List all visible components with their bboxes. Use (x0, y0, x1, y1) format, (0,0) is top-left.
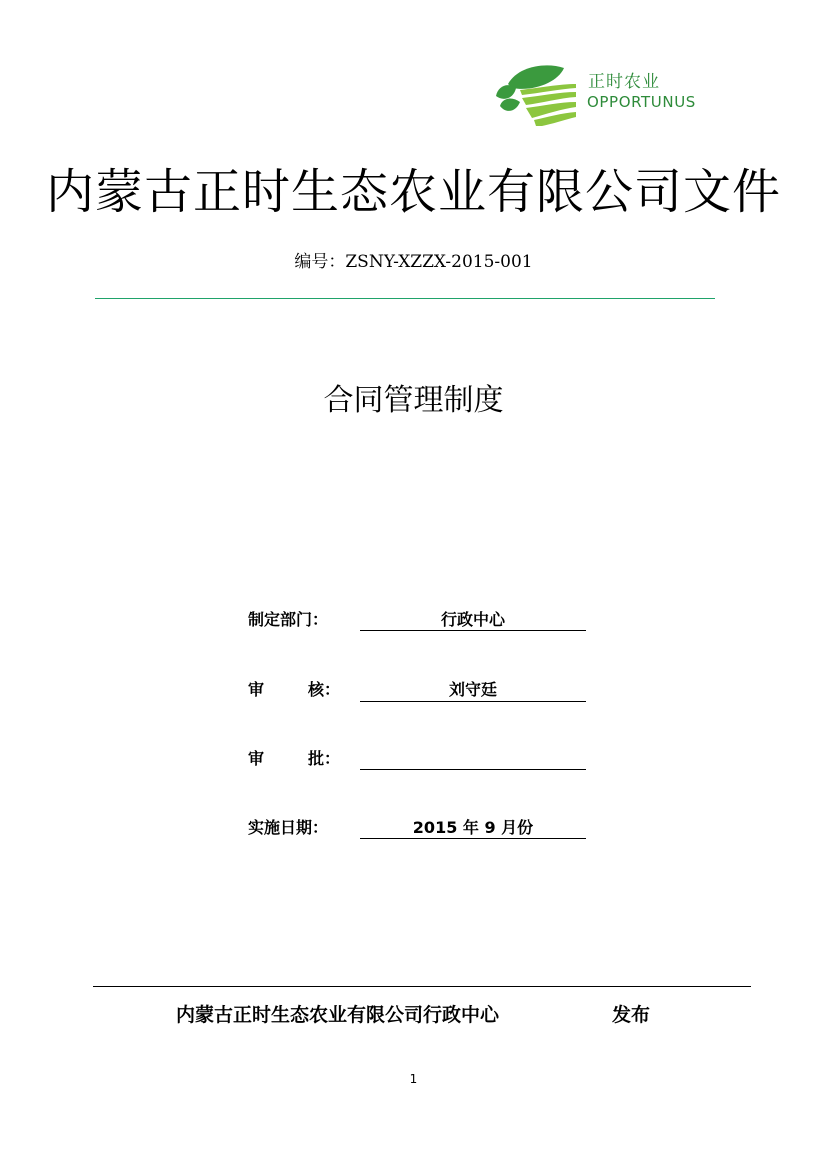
header-divider (95, 298, 715, 299)
page-number: 1 (409, 1072, 418, 1086)
date-value: 2015 年 9 月份 (412, 818, 534, 837)
approve-underline (360, 769, 586, 770)
approve-value (360, 751, 586, 771)
review-value: 刘守廷 (448, 680, 497, 699)
document-number: 编号：ZSNY-XZZX-2015-001 (294, 252, 533, 272)
department-label: 制定部门： (248, 610, 329, 629)
logo-name-en: OPPORTUNUS (587, 93, 696, 111)
review-label-suffix: 核： (307, 680, 340, 699)
review-label-char: 审 (248, 680, 265, 699)
publish-word: 发布 (612, 1004, 651, 1026)
department-underline (360, 630, 586, 631)
review-label (248, 682, 340, 698)
approve-label-char: 审 (248, 749, 265, 768)
approve-label-suffix: 批： (307, 749, 340, 768)
footer-divider (93, 986, 751, 987)
publisher-name: 内蒙古正时生态农业有限公司行政中心 (176, 1004, 500, 1026)
department-value: 行政中心 (440, 610, 505, 629)
approve-label (248, 751, 340, 767)
leaf-field-logo-icon (494, 62, 576, 126)
logo-name-cn: 正时农业 (588, 72, 660, 92)
company-title: 内蒙古正时生态农业有限公司文件 (45, 164, 781, 220)
document-title: 合同管理制度 (323, 383, 504, 418)
review-underline (360, 701, 586, 702)
date-underline (360, 838, 586, 839)
date-label: 实施日期： (248, 818, 329, 837)
